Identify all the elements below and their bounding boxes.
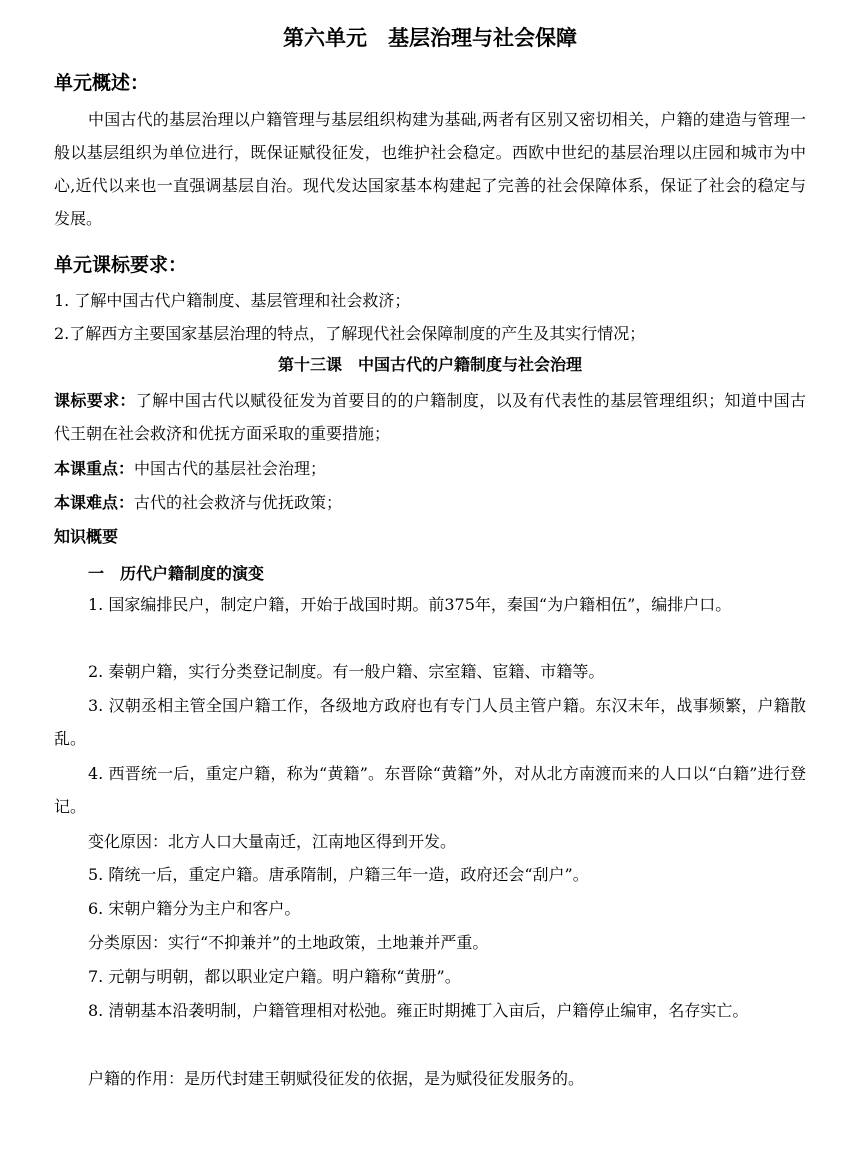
change-reason: 变化原因：北方人口大量南迁，江南地区得到开发。 [88,832,457,851]
overview-heading: 单元概述： [54,72,150,94]
standard-text: 了解中国古代以赋役征发为首要目的的户籍制度，以及有代表性的基层管理组织；知道中国古代王朝在社会救济和优抚方面采取的重要措施； [54,391,806,443]
lesson-standard [54,384,806,450]
point-7: 7. 元朝与明朝，都以职业定户籍。明户籍称“黄册”。 [88,967,461,986]
point-1: 1. 国家编排民户，制定户籍，开始于战国时期。前375年，秦国“为户籍相伍”，编排户口。 [88,595,732,614]
standard-label: 课标要求： [54,391,136,410]
overview-paragraph: 中国古代的基层治理以户籍管理与基层组织构建为基础,两者有区别又密切相关，户籍的建造与管理一般以基层组织为单位进行，既保证赋役征发，也维护社会稳定。西欧中世纪的基层治理以庄园和城市为中心,近代以来也一直强调基层自治。现代发达国家基本构建起了完善的社会保障体系，保证了社会的稳定与发展。 [54,110,806,228]
key-label: 本课重点： [54,459,135,478]
lesson-difficulty [54,486,806,519]
difficulty-text: 古代的社会救济与优抚政策； [134,493,343,512]
requirement-item-2: 2.了解西方主要国家基层治理的特点，了解现代社会保障制度的产生及其实行情况； [54,324,646,343]
key-text: 中国古代的基层社会治理； [134,459,327,478]
classification-reason: 分类原因：实行“不抑兼并”的土地政策，土地兼并严重。 [88,933,489,952]
lesson-title: 第十三课 中国古代的户籍制度与社会治理 [277,355,582,374]
knowledge-overview-label: 知识概要 [54,527,119,546]
household-role: 户籍的作用：是历代封建王朝赋役征发的依据，是为赋役征发服务的。 [88,1069,585,1088]
point-8: 8. 清朝基本沿袭明制，户籍管理相对松弛。雍正时期摊丁入亩后，户籍停止编审，名存实亡。 [88,1001,749,1020]
requirement-item-1: 1. 了解中国古代户籍制度、基层管理和社会救济； [54,291,411,310]
point-3: 3. 汉朝丞相主管全国户籍工作，各级地方政府也有专门人员主管户籍。东汉末年，战事频繁，户籍散乱。 [54,696,806,748]
point-6: 6. 宋朝户籍分为主户和客户。 [88,899,301,918]
difficulty-label: 本课难点： [54,493,135,512]
requirements-heading: 单元课标要求： [54,254,188,276]
point-2: 2. 秦朝户籍，实行分类登记制度。有一般户籍、宗室籍、宦籍、市籍等。 [88,662,605,681]
unit-title: 第六单元 基层治理与社会保障 [283,26,577,50]
section-heading-1: 一 历代户籍制度的演变 [88,564,265,583]
point-5: 5. 隋统一后，重定户籍。唐承隋制，户籍三年一造，政府还会“刮户”。 [88,865,589,884]
lesson-key [54,452,806,485]
point-4: 4. 西晋统一后，重定户籍，称为“黄籍”。东晋除“黄籍”外，对从北方南渡而来的人口以“白籍”进行登记。 [54,764,806,816]
